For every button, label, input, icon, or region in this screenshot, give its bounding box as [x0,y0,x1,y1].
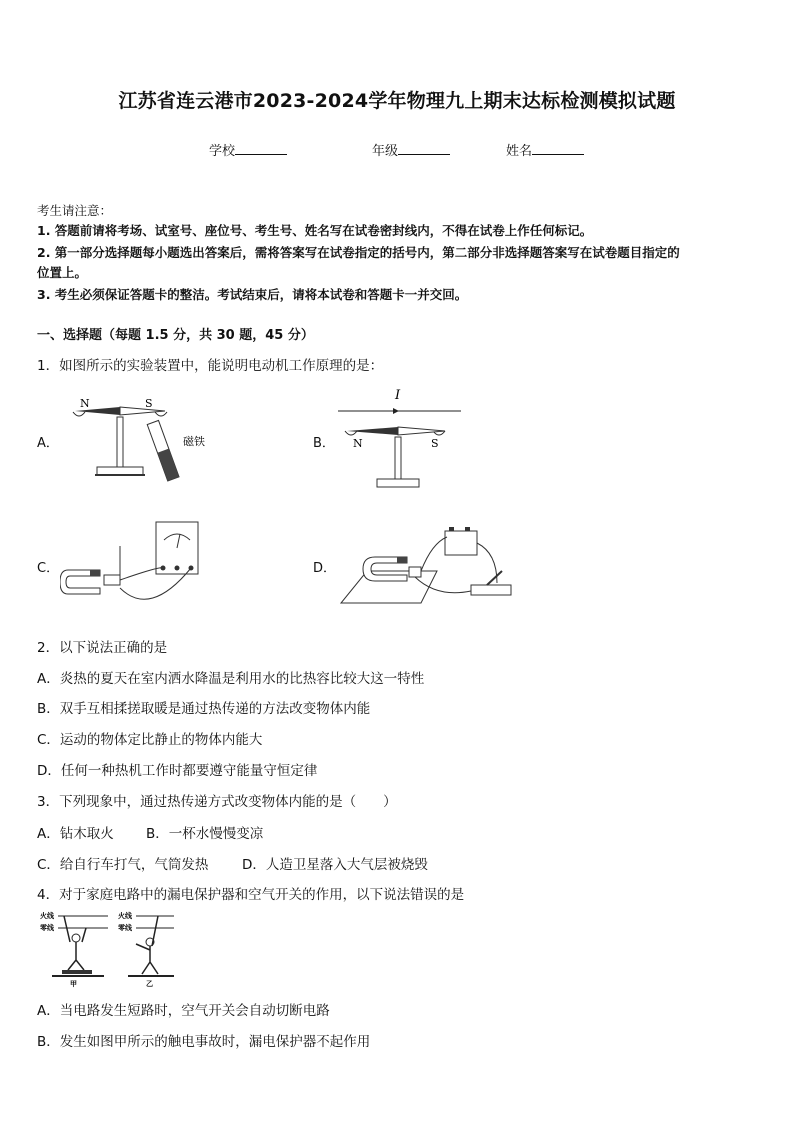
grade-blank[interactable] [398,142,450,155]
grade-label: 年级 [372,144,399,159]
fig-a-magnet-label: 磁铁 [183,435,205,448]
page-title: 江苏省连云港市2023-2024学年物理九上期末达标检测模拟试题 [118,90,676,112]
fig-right-live-label: 火线 [118,912,132,920]
q1-option-c-label[interactable]: C． [37,561,60,576]
q2-stem: 2．以下说法正确的是 [37,640,168,656]
q1-figure-c [60,518,210,613]
notice-item-2-cont: 位置上。 [37,265,88,280]
fig-left-live-label: 火线 [40,912,54,920]
name-label: 姓名 [506,144,533,159]
q4-option-b[interactable]: B．发生如图甲所示的触电事故时，漏电保护器不起作用 [37,1034,371,1050]
notice-item-3: 3. 考生必须保证答题卡的整洁。考试结束后，请将本试卷和答题卡一并交回。 [37,287,468,302]
section-heading: 一、选择题（每题 1.5 分，共 30 题，45 分） [37,328,314,343]
q4-figure [38,908,178,988]
q1-option-b-label[interactable]: B． [313,436,335,451]
notice-heading: 考生请注意： [37,203,113,218]
fig-left-neutral-label: 零线 [40,924,54,932]
q1-option-d-label[interactable]: D． [313,561,337,576]
q1-stem: 1．如图所示的实验装置中，能说明电动机工作原理的是： [37,358,384,374]
q1-option-a-label[interactable]: A． [37,436,59,451]
school-blank[interactable] [235,142,287,155]
fig-b-n-label: N [353,437,363,450]
notice-item-1: 1. 答题前请将考场、试室号、座位号、考生号、姓名写在试卷密封线内，不得在试卷上作任何标记。 [37,223,593,238]
q2-option-d[interactable]: D．任何一种热机工作时都要遵守能量守恒定律 [37,763,318,779]
q2-option-b[interactable]: B．双手互相揉搓取暖是通过热传递的方法改变物体内能 [37,701,371,717]
q3-option-d[interactable]: D．人造卫星落入大气层被烧毁 [242,857,428,873]
q3-option-b[interactable]: B．一杯水慢慢变凉 [146,826,264,842]
q3-stem: 3．下列现象中，通过热传递方式改变物体内能的是（ ） [37,794,397,810]
fig-a-s-label: S [145,397,153,410]
q2-option-c[interactable]: C．运动的物体定比静止的物体内能大 [37,732,263,748]
fig-label-yi: 乙 [146,980,153,988]
school-field[interactable] [209,140,287,159]
q2-option-a[interactable]: A．炎热的夏天在室内洒水降温是利用水的比热容比较大这一特性 [37,671,425,687]
fig-b-current-label: I [395,388,401,403]
grade-field[interactable] [372,140,450,159]
fig-b-s-label: S [431,437,439,450]
q1-figure-a [65,390,235,490]
name-field[interactable] [506,140,584,159]
fig-a-n-label: N [80,397,90,410]
q3-option-a[interactable]: A．钻木取火 [37,826,114,842]
name-blank[interactable] [532,142,584,155]
q1-figure-b [333,385,473,495]
notice-item-2: 2. 第一部分选择题每小题选出答案后，需将答案写在试卷指定的括号内，第二部分非选择题答案写在试卷题目指定的 [37,245,680,260]
school-label: 学校 [209,144,236,159]
q4-stem: 4．对于家庭电路中的漏电保护器和空气开关的作用，以下说法错误的是 [37,887,465,903]
fig-label-jia: 甲 [70,980,77,988]
fig-right-neutral-label: 零线 [118,924,132,932]
q1-figure-d [337,523,522,608]
q3-option-c[interactable]: C．给自行车打气，气筒发热 [37,857,209,873]
q4-option-a[interactable]: A．当电路发生短路时，空气开关会自动切断电路 [37,1003,330,1019]
